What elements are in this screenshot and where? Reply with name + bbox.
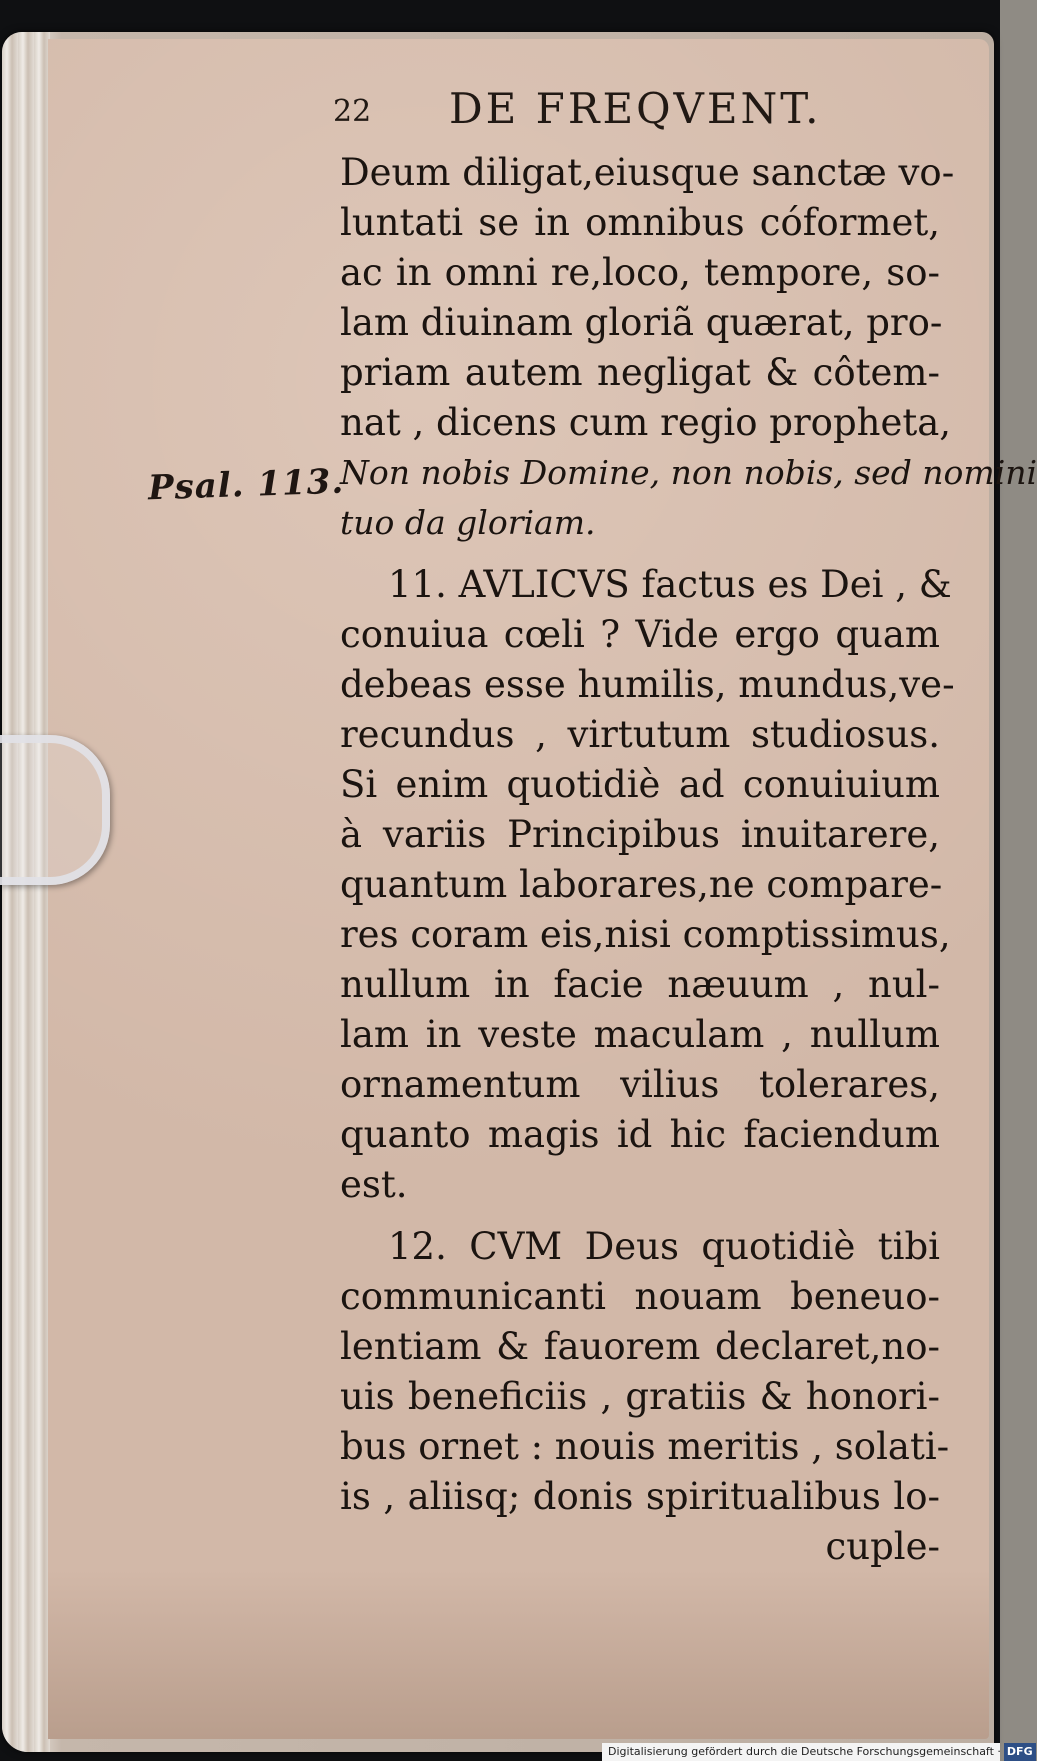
text-line: est. xyxy=(340,1163,408,1206)
text-line: res coram eis,nisi comptissimus, xyxy=(340,913,951,956)
text-line: lentiam & fauorem declaret,no- xyxy=(340,1325,940,1368)
text-line: is , aliisq; donis spiritualibus lo- xyxy=(340,1475,940,1518)
text-line: ac in omni re,loco, tempore, so- xyxy=(340,251,940,294)
text-line: nat , dicens cum regio propheta, xyxy=(340,401,952,444)
quotation-line: tuo da gloriam. xyxy=(340,503,596,542)
text-line: debeas esse humilis, mundus,ve- xyxy=(340,663,955,706)
text-line: uis beneficiis , gratiis & honori- xyxy=(340,1375,940,1418)
digitization-credit xyxy=(602,1743,1033,1761)
running-title: DE FREQVENT. xyxy=(449,84,822,133)
page-edges xyxy=(2,32,50,1752)
page-number: 22 xyxy=(333,94,372,129)
text-line: recundus , virtutum studiosus. xyxy=(340,713,940,756)
running-head xyxy=(333,84,933,132)
dfg-logo: DFG xyxy=(1004,1743,1036,1761)
text-line: quanto magis id hic faciendum xyxy=(340,1113,940,1156)
text-line: nullum in facie næuum , nul- xyxy=(340,963,940,1006)
text-line: Deum diligat,eiusque sanctæ vo- xyxy=(340,151,955,194)
credit-text: Digitalisierung gefördert durch die Deutsche Forschungsgemeinschaft · xyxy=(608,1745,1001,1758)
body-text xyxy=(340,148,1037,1572)
text-line: priam autem negligat & côtem- xyxy=(340,351,940,394)
text-line: ornamentum vilius tolerares, xyxy=(340,1063,940,1106)
page-clip xyxy=(0,735,110,885)
paragraph-12-start: 12. CVM Deus quotidiè tibi xyxy=(388,1225,940,1268)
text-line: communicanti nouam beneuo- xyxy=(340,1275,940,1318)
text-line: bus ornet : nouis meritis , solati- xyxy=(340,1425,950,1468)
margin-note: Psal. 113. xyxy=(147,461,345,509)
paragraph-11-start: 11. AVLICVS factus es Dei , & xyxy=(388,563,952,606)
text-line: lam diuinam gloriã quærat, pro- xyxy=(340,301,943,344)
text-line: lam in veste maculam , nullum xyxy=(340,1013,940,1056)
text-line: quantum laborares,ne compare- xyxy=(340,863,943,906)
text-line: à variis Principibus inuitarere, xyxy=(340,813,940,856)
text-line: conuiua cœli ? Vide ergo quam xyxy=(340,613,940,656)
text-line: luntati se in omnibus cóformet, xyxy=(340,201,940,244)
quotation-line: Non nobis Domine, non nobis, sed nomini xyxy=(340,453,1037,492)
text-line: Si enim quotidiè ad conuiuium xyxy=(340,763,940,806)
catchword: cuple- xyxy=(825,1525,940,1568)
